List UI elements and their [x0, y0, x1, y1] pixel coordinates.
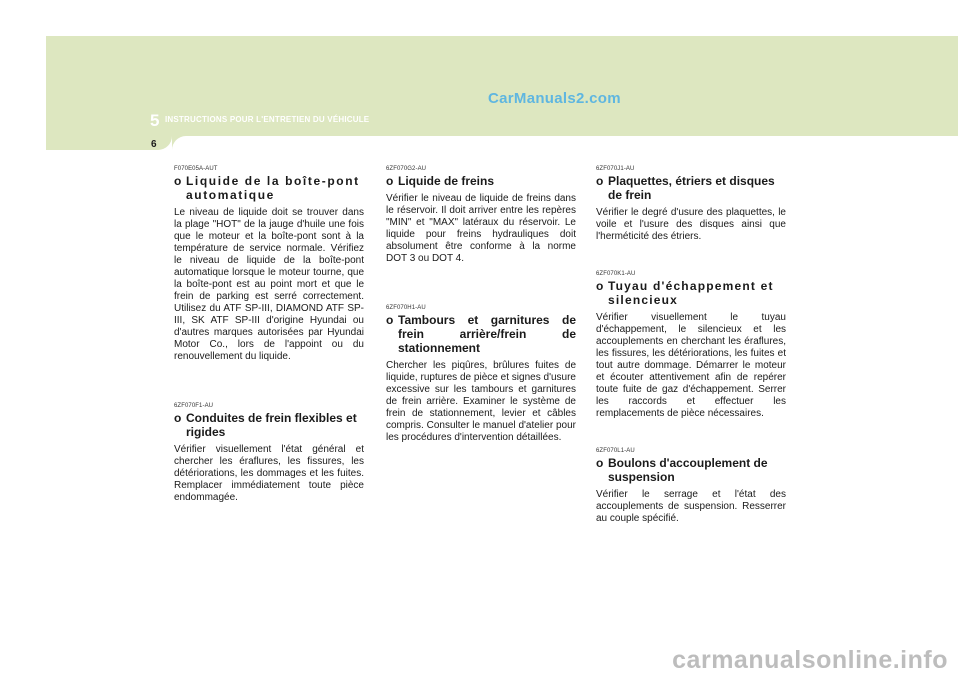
section-code: 6ZF070F1-AU	[174, 403, 214, 409]
section-text: Chercher les piqûres, brûlures fuites de liquide, ruptures de pièce et signes d'usure excessive sur les tambours et garnitures de frein arrière. Examiner le système de frein de stationnement, levier et câbles compris. Consulter le manuel d'atelier pour les procédures d'intervention détaillées.	[386, 360, 576, 443]
chapter-title: INSTRUCTIONS POUR L'ENTRETIEN DU VÉHICULE	[165, 115, 370, 124]
section-heading	[174, 174, 364, 202]
section-suspension-bolts	[596, 448, 786, 525]
section-code: 6ZF070J1-AU	[596, 166, 635, 172]
section-heading	[596, 174, 786, 202]
section-title: Conduites de frein flexibles et rigides	[186, 411, 357, 439]
section-text: Vérifier le serrage et l'état des accouplements de suspension. Resserrer au couple spécifié.	[596, 489, 786, 524]
bullet-icon: o	[386, 174, 394, 188]
watermark-carmanuals2[interactable]: CarManuals2.com	[488, 90, 621, 107]
section-title: Liquide de freins	[398, 174, 495, 188]
section-title: Boulons d'accouplement de suspension	[608, 456, 768, 484]
section-text: Le niveau de liquide doit se trouver dans la plage "HOT" de la jauge d'huile une fois que le moteur et la boîte-pont sont à la température de service normale. Vérifiez le niveau de liquide de la boîte-pont automatique lorsque le moteur tourne, que la boîte-pont est au point mort et que le frein de parking est serré correctement. Utilisez du ATF SP-III, DIAMOND ATF SP-III, SK ATF SP-III d'origine Hyundai ou d'autres marques autorisées par Hyundai Motor Co., lors de l'appoint ou du renouvellement du liquide.	[174, 207, 364, 362]
section-code: 6ZF070L1-AU	[596, 448, 635, 454]
watermark-carmanualsonline[interactable]: carmanualsonline.info	[672, 646, 948, 674]
section-brake-fluid	[386, 166, 576, 265]
bullet-icon: o	[596, 456, 604, 470]
bullet-icon: o	[174, 411, 182, 425]
bullet-icon: o	[174, 174, 183, 188]
section-code: 6ZF070K1-AU	[596, 271, 636, 277]
chapter-number: 5	[150, 111, 160, 130]
section-title: Tambours et garnitures de frein arrière/frein de stationnement	[398, 313, 576, 355]
section-text: Vérifier le degré d'usure des plaquettes, le voile et l'usure des disques ainsi que l'herméticité des étriers.	[596, 207, 786, 242]
section-heading	[174, 411, 364, 439]
section-brake-pads	[596, 166, 786, 243]
section-exhaust	[596, 271, 786, 420]
bullet-icon: o	[386, 313, 394, 327]
section-text: Vérifier visuellement le tuyau d'échappement, le silencieux et les accouplements en cherchant les éraflures, les fissures, les détériorations, les fuites et tout autre dommage. Démarrer le moteur et écouter attentivement afin de repérer toute fuite de gaz d'échappement. Serrer les raccords et effectuer les remplacements de pièce nécessaires.	[596, 312, 786, 419]
bullet-icon: o	[596, 279, 605, 293]
section-heading	[596, 456, 786, 484]
section-heading	[386, 174, 576, 188]
column-right	[596, 166, 786, 525]
page-number: 6	[151, 139, 157, 150]
section-code: 6ZF070G2-AU	[386, 166, 427, 172]
section-code: 6ZF070H1-AU	[386, 305, 426, 311]
column-left	[174, 166, 364, 504]
section-code: F070E05A-AUT	[174, 166, 218, 172]
section-heading	[596, 279, 786, 307]
column-middle	[386, 166, 576, 444]
section-brake-lines	[174, 403, 364, 504]
bullet-icon: o	[596, 174, 604, 188]
section-title: Plaquettes, étriers et disques de frein	[608, 174, 775, 202]
section-heading	[386, 313, 576, 355]
section-automatic-transaxle-fluid	[174, 166, 364, 363]
section-title: Tuyau d'échappement et silencieux	[608, 279, 774, 307]
section-rear-brake-drums	[386, 305, 576, 444]
section-title: Liquide de la boîte-pont automatique	[186, 174, 360, 202]
section-text: Vérifier le niveau de liquide de freins dans le réservoir. Il doit arriver entre les repères "MIN" et "MAX" latéraux du réservoir. Le liquide pour freins hydrauliques doit absolument être conforme à la norme DOT 3 ou DOT 4.	[386, 193, 576, 264]
section-text: Vérifier visuellement l'état général et chercher les éraflures, les fissures, les détériorations, les dommages et les fuites. Remplacer immédiatement toute pièce endommagée.	[174, 444, 364, 503]
